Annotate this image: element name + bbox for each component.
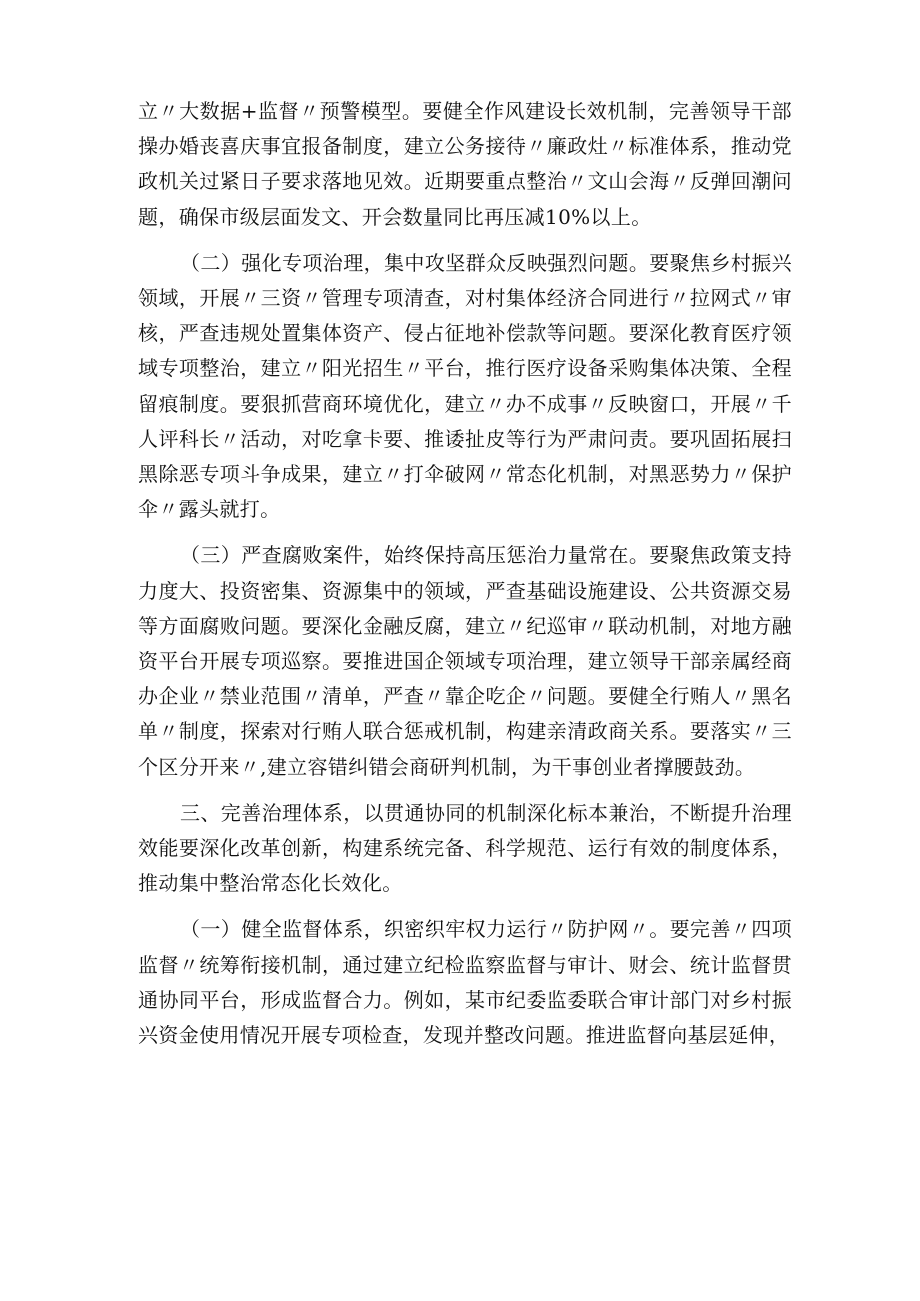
paragraph-special-governance: （二）强化专项治理，集中攻坚群众反映强烈问题。要聚焦乡村振兴领域，开展〃三资〃管理专项清查，对村集体经济合同进行〃拉网式〃审核，严查违规处置集体资产、侵占征地补偿款等问题。要深化教育医疗领域专项整治，建立〃阳光招生〃平台，推行医疗设备采购集体决策、全程留痕制度。要狠抓营商环境优化，建立〃办不成事〃反映窗口，开展〃千人评科长〃活动，对吃拿卡要、推诿扯皮等行为严肃问责。要巩固拓展扫黑除恶专项斗争成果，建立〃打伞破网〃常态化机制，对黑恶势力〃保护伞〃露头就打。	[138, 250, 792, 522]
paragraph-continuation: 立〃大数据+监督〃预警模型。要健全作风建设长效机制，完善领导干部操办婚丧喜庆事宜报备制度，建立公务接待〃廉政灶〃标准体系，推动党政机关过紧日子要求落地见效。近期要重点整治〃文山会海〃反弹回潮问题，确保市级层面发文、开会数量同比再压减10%以上。	[138, 99, 792, 229]
paragraph-supervision-system: （一）健全监督体系，织密织牢权力运行〃防护网〃。要完善〃四项监督〃统筹衔接机制，通过建立纪检监察监督与审计、财会、统计监督贯通协同平台，形成监督合力。例如，某市纪委监委联合审计部门对乡村振兴资金使用情况开展专项检查，发现并整改问题。推进监督向基层延伸，	[138, 917, 792, 1048]
paragraph-corruption-cases: （三）严查腐败案件，始终保持高压惩治力量常在。要聚焦政策支持力度大、投资密集、资源集中的领域，严查基础设施建设、公共资源交易等方面腐败问题。要深化金融反腐，建立〃纪巡审〃联动机制，对地方融资平台开展专项巡察。要推进国企领域专项治理，建立领导干部亲属经商办企业〃禁业范围〃清单，严查〃靠企吃企〃问题。要健全行贿人〃黑名单〃制度，探索对行贿人联合惩戒机制，构建亲清政商关系。要落实〃三个区分开来〃,建立容错纠错会商研判机制，为干事创业者撑腰鼓劲。	[138, 543, 792, 779]
section-heading-governance-system: 三、完善治理体系，以贯通协同的机制深化标本兼治，不断提升治理效能要深化改革创新，构建系统完备、科学规范、运行有效的制度体系，推动集中整治常态化长效化。	[138, 800, 792, 896]
document-body	[138, 94, 792, 1053]
